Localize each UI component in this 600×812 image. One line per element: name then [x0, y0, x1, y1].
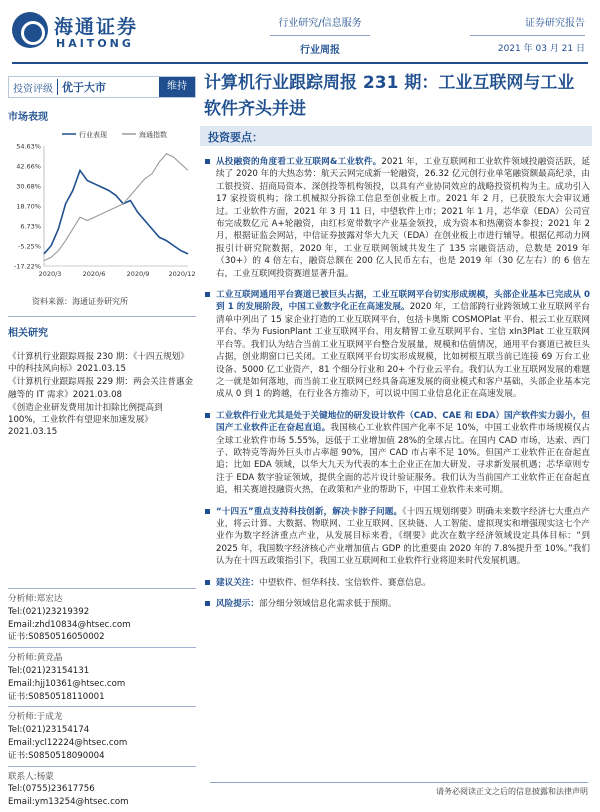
keypoint-body: 2021 年，工业互联网和工业软件领域投融资活跃，延续了 2020 年的大热态势：航天云网完成新一轮融资，26.32 亿元创行业单笔融资额最高纪录，由工银投资、招商局资本、深创投等机构领投，以具有产业协同效应的战略投资机构为主。成功引入 17 家投资机构；徐工机械拟分拆徐工信息至创业板上市。2021 年 2 月，已获股东大会审议通过。工业软件方面，2021 年 3 月 11 日，中望软件上市；2021 年 1 月，芯华章（EDA）公司宣布完成数亿元 A+轮融资，由红杉宽带数字产业基金领投，成为资本和热潮资本参投；2021 年 2 月，根据证监会网站，中信证券披露对华大九天（EDA）在创业板上市进行辅导。根据亿邦动力网报引计研究院数据，2020 年，工业互联网领域共发生了 135 宗融资活动，总数是 2019 年（30+）的 4 倍左右，融资总额在 200 亿人民币左右，也是 2019 年（30 亿左右）的 6 倍左右，工业互联网投资赛道显著升温。 — [216, 157, 590, 279]
report-title: 计算机行业跟踪周报 231 期：工业互联网与工业软件齐头并进 — [204, 73, 575, 119]
analyst-email: Email:zhd10834@htsec.com — [8, 619, 131, 630]
keypoint-lead: “十四五”重点支持科技创新，解决卡脖子问题。 — [216, 506, 403, 517]
investment-rating — [8, 76, 196, 98]
analyst-tel: Tel:(021)23219392 — [8, 606, 90, 617]
rating-label: 投资评级 — [13, 83, 53, 95]
legend-label: 海通指数 — [139, 131, 167, 139]
related-item: 《计算机行业跟踪周报 229 期：两会关注普惠金融等的 IT 需求》2021.03.08 — [8, 377, 194, 400]
analyst-name: 分析师:郑宏达 — [8, 594, 63, 604]
keypoint-lead: 风险提示： — [216, 599, 259, 609]
chart-source: 资料来源：海通证券研究所 — [32, 297, 128, 306]
logo-emblem-icon — [12, 12, 48, 48]
keypoints-list — [204, 156, 590, 619]
keypoint-lead: 从投融资的角度看工业互联网&工业软件。 — [216, 157, 382, 167]
y-tick-label: -17.22% — [13, 262, 41, 271]
x-tick-label: 2020/6 — [82, 270, 106, 278]
analyst-name: 联系人:杨蒙 — [8, 771, 54, 782]
rating-value: 优于大市 — [57, 79, 110, 95]
related-research-title: 相关研究 — [8, 328, 48, 339]
logo-english-name: HAITONG — [56, 37, 134, 50]
sidebar — [8, 68, 196, 808]
related-item: 《计算机行业跟踪周报 230 期：《十四五规划》中的科技风向标》2021.03.15 — [8, 352, 189, 375]
keypoint-item — [204, 577, 590, 589]
related-item: 《创造企业研发费用加计扣除比例提高到 100%，工业软件有望迎来加速发展》2021.03.15 — [8, 402, 163, 438]
x-tick-label: 2020/9 — [126, 270, 150, 278]
keypoint-lead: 建议关注： — [216, 577, 259, 588]
analyst-card — [8, 588, 196, 647]
related-research-list — [8, 351, 196, 439]
analyst-tel: Tel:(021)23154131 — [8, 665, 90, 676]
analyst-cert: 证书:S0850518090004 — [8, 750, 105, 761]
y-tick-label: 54.63% — [16, 142, 41, 151]
rating-trend-badge: 维持 — [159, 77, 195, 97]
analyst-card — [8, 706, 196, 765]
analyst-name: 分析师:黄竞晶 — [8, 653, 63, 664]
series-line-index — [44, 154, 188, 261]
keypoint-body: 2020 年，工信部跨行业跨领域工业互联网平台清单中列出了 15 家企业打造的工业互联网平台，包括卡奥斯 COSMOPlat 平台、根云工业互联网平台、华为 FusionPlant 工业互联网平台、用友精智工业互联网平台、宝信 xIn3Plat 工业互联网平台等。我们认为结合当前工业互联网平台整合发展量，规模和估值情况，通用平台赛道已被巨头占据，创业期窗口已关闭。工业互联网平台切实形成规模，比如树根互联当前已连接 69 万台工业设备、5000 亿工业资产，81 个细分行业和 20+ 个行业云平台。我们认为工业互联网发展的难题之一就是如何落地，而当前工业互联网已经具备高速发展的商业模式和客户基础，头部企业基本完成从 0 到 1 的跨越，在行业各方推动下，可以说中国工业信息化正在高速发展。 — [216, 302, 591, 400]
keypoint-item — [204, 506, 590, 568]
footer-disclaimer: 请务必阅读正文之后的信息披露和法律声明 — [436, 787, 588, 796]
keypoints-label: 投资要点： — [208, 131, 263, 144]
keypoint-item — [204, 598, 590, 610]
keypoints-header — [200, 126, 592, 146]
report-header — [0, 0, 600, 62]
y-tick-label: 30.68% — [16, 182, 41, 191]
analyst-cert: 证书:S0850518110001 — [8, 691, 105, 702]
analyst-email: Email:ym13254@htsec.com — [8, 797, 129, 808]
company-logo — [12, 10, 162, 54]
analyst-tel: Tel:(0755)23617756 — [8, 784, 95, 795]
footer-divider — [210, 782, 588, 783]
keypoint-body: 《十四五规划纲要》明确未来数字经济七大重点产业，将云计算、大数据、物联网、工业互联网、区块链、人工智能、虚拟现实和增强现实这七个产业作为数字经济重点产业，从发展目标来看，《纲要》此次在数字经济领域设定具体目标：“到 2025 年，我国数字经济核心产业增加值占 GDP 的比重要由 2020 年的 7.8%提升至 10%。”我们认为在十四五政策指引下，我国工业互联网和工业软件行业将迎来时代发展机遇。 — [216, 506, 590, 567]
analyst-card — [8, 766, 196, 812]
analyst-card — [8, 647, 196, 706]
y-tick-label: 18.70% — [16, 202, 41, 211]
analyst-list — [8, 588, 196, 812]
y-tick-label: -5.25% — [18, 242, 41, 251]
report-brand-block — [470, 14, 585, 54]
keypoint-item — [204, 289, 590, 401]
analyst-email: Email:ycl12224@htsec.com — [8, 737, 128, 748]
keypoint-item — [204, 156, 590, 280]
keypoint-body: 我国核心工业软件国产化率不足 10%，中国工业软件市场规模仅占全球工业软件市场 5.55%，远低于工业增加值 28%的全球占比。在国内 CAD 市场，达索、西门子、欧特克等海外巨头市占率超 90%，国产 CAD 市占率不足 10%。但国产工业软件正在奋起直追；比如 EDA 领域，以华大九天为代表的本土企业正在加大研发、寻求新发展机遇；芯华章则专注于 EDA 数字验证领域，提供全面的芯片设计验证服务。我们认为当前国产工业软件正在奋起直追，相关赛道投融资火热，在政策和产业的帮助下，中国工业软件未来可期。 — [216, 423, 590, 496]
legend-label: 行业表现 — [79, 131, 107, 139]
keypoint-item — [204, 410, 590, 497]
performance-chart-svg — [8, 126, 196, 296]
main-content — [200, 64, 592, 800]
report-category: 行业研究/信息服务 — [270, 14, 370, 36]
analyst-name: 分析师:于成龙 — [8, 712, 63, 723]
analyst-email: Email:hjj10361@htsec.com — [8, 678, 126, 689]
market-performance-chart — [8, 126, 196, 296]
keypoint-lead: 工业软件行业尤其是处于关键地位的研发设计软件（CAD、CAE 和 EDA）国产软件实力弱小，但国产工业软件正在奋起直追。 — [216, 410, 590, 434]
analyst-cert: 证书:S0850516050002 — [8, 632, 105, 643]
x-tick-label: 2020/3 — [38, 270, 62, 278]
x-tick-label: 2020/12 — [168, 270, 196, 278]
keypoint-body: 中望软件、恒华科技、宝信软件、赛意信息。 — [258, 577, 431, 588]
keypoint-lead: 工业互联网通用平台赛道已被巨头占据，工业互联网平台切实形成规模，头部企业基本已完成从 0 到 1 的发展阶段，中国工业数字化正在高速发展。 — [216, 290, 590, 313]
report-date: 2021 年 03 月 21 日 — [497, 44, 585, 54]
analyst-tel: Tel:(021)23154174 — [8, 725, 90, 736]
keypoint-body: 部分细分领域信息化需求低于预期。 — [258, 599, 397, 609]
market-performance-title: 市场表现 — [8, 112, 48, 123]
logo-chinese-name: 海通证券 — [54, 16, 139, 38]
report-category-block — [270, 14, 370, 56]
report-brand: 证券研究报告 — [470, 14, 585, 36]
report-type: 行业周报 — [300, 45, 340, 56]
sidebar-divider — [8, 316, 196, 317]
y-tick-label: 6.73% — [20, 222, 41, 231]
y-tick-label: 42.66% — [16, 162, 41, 171]
